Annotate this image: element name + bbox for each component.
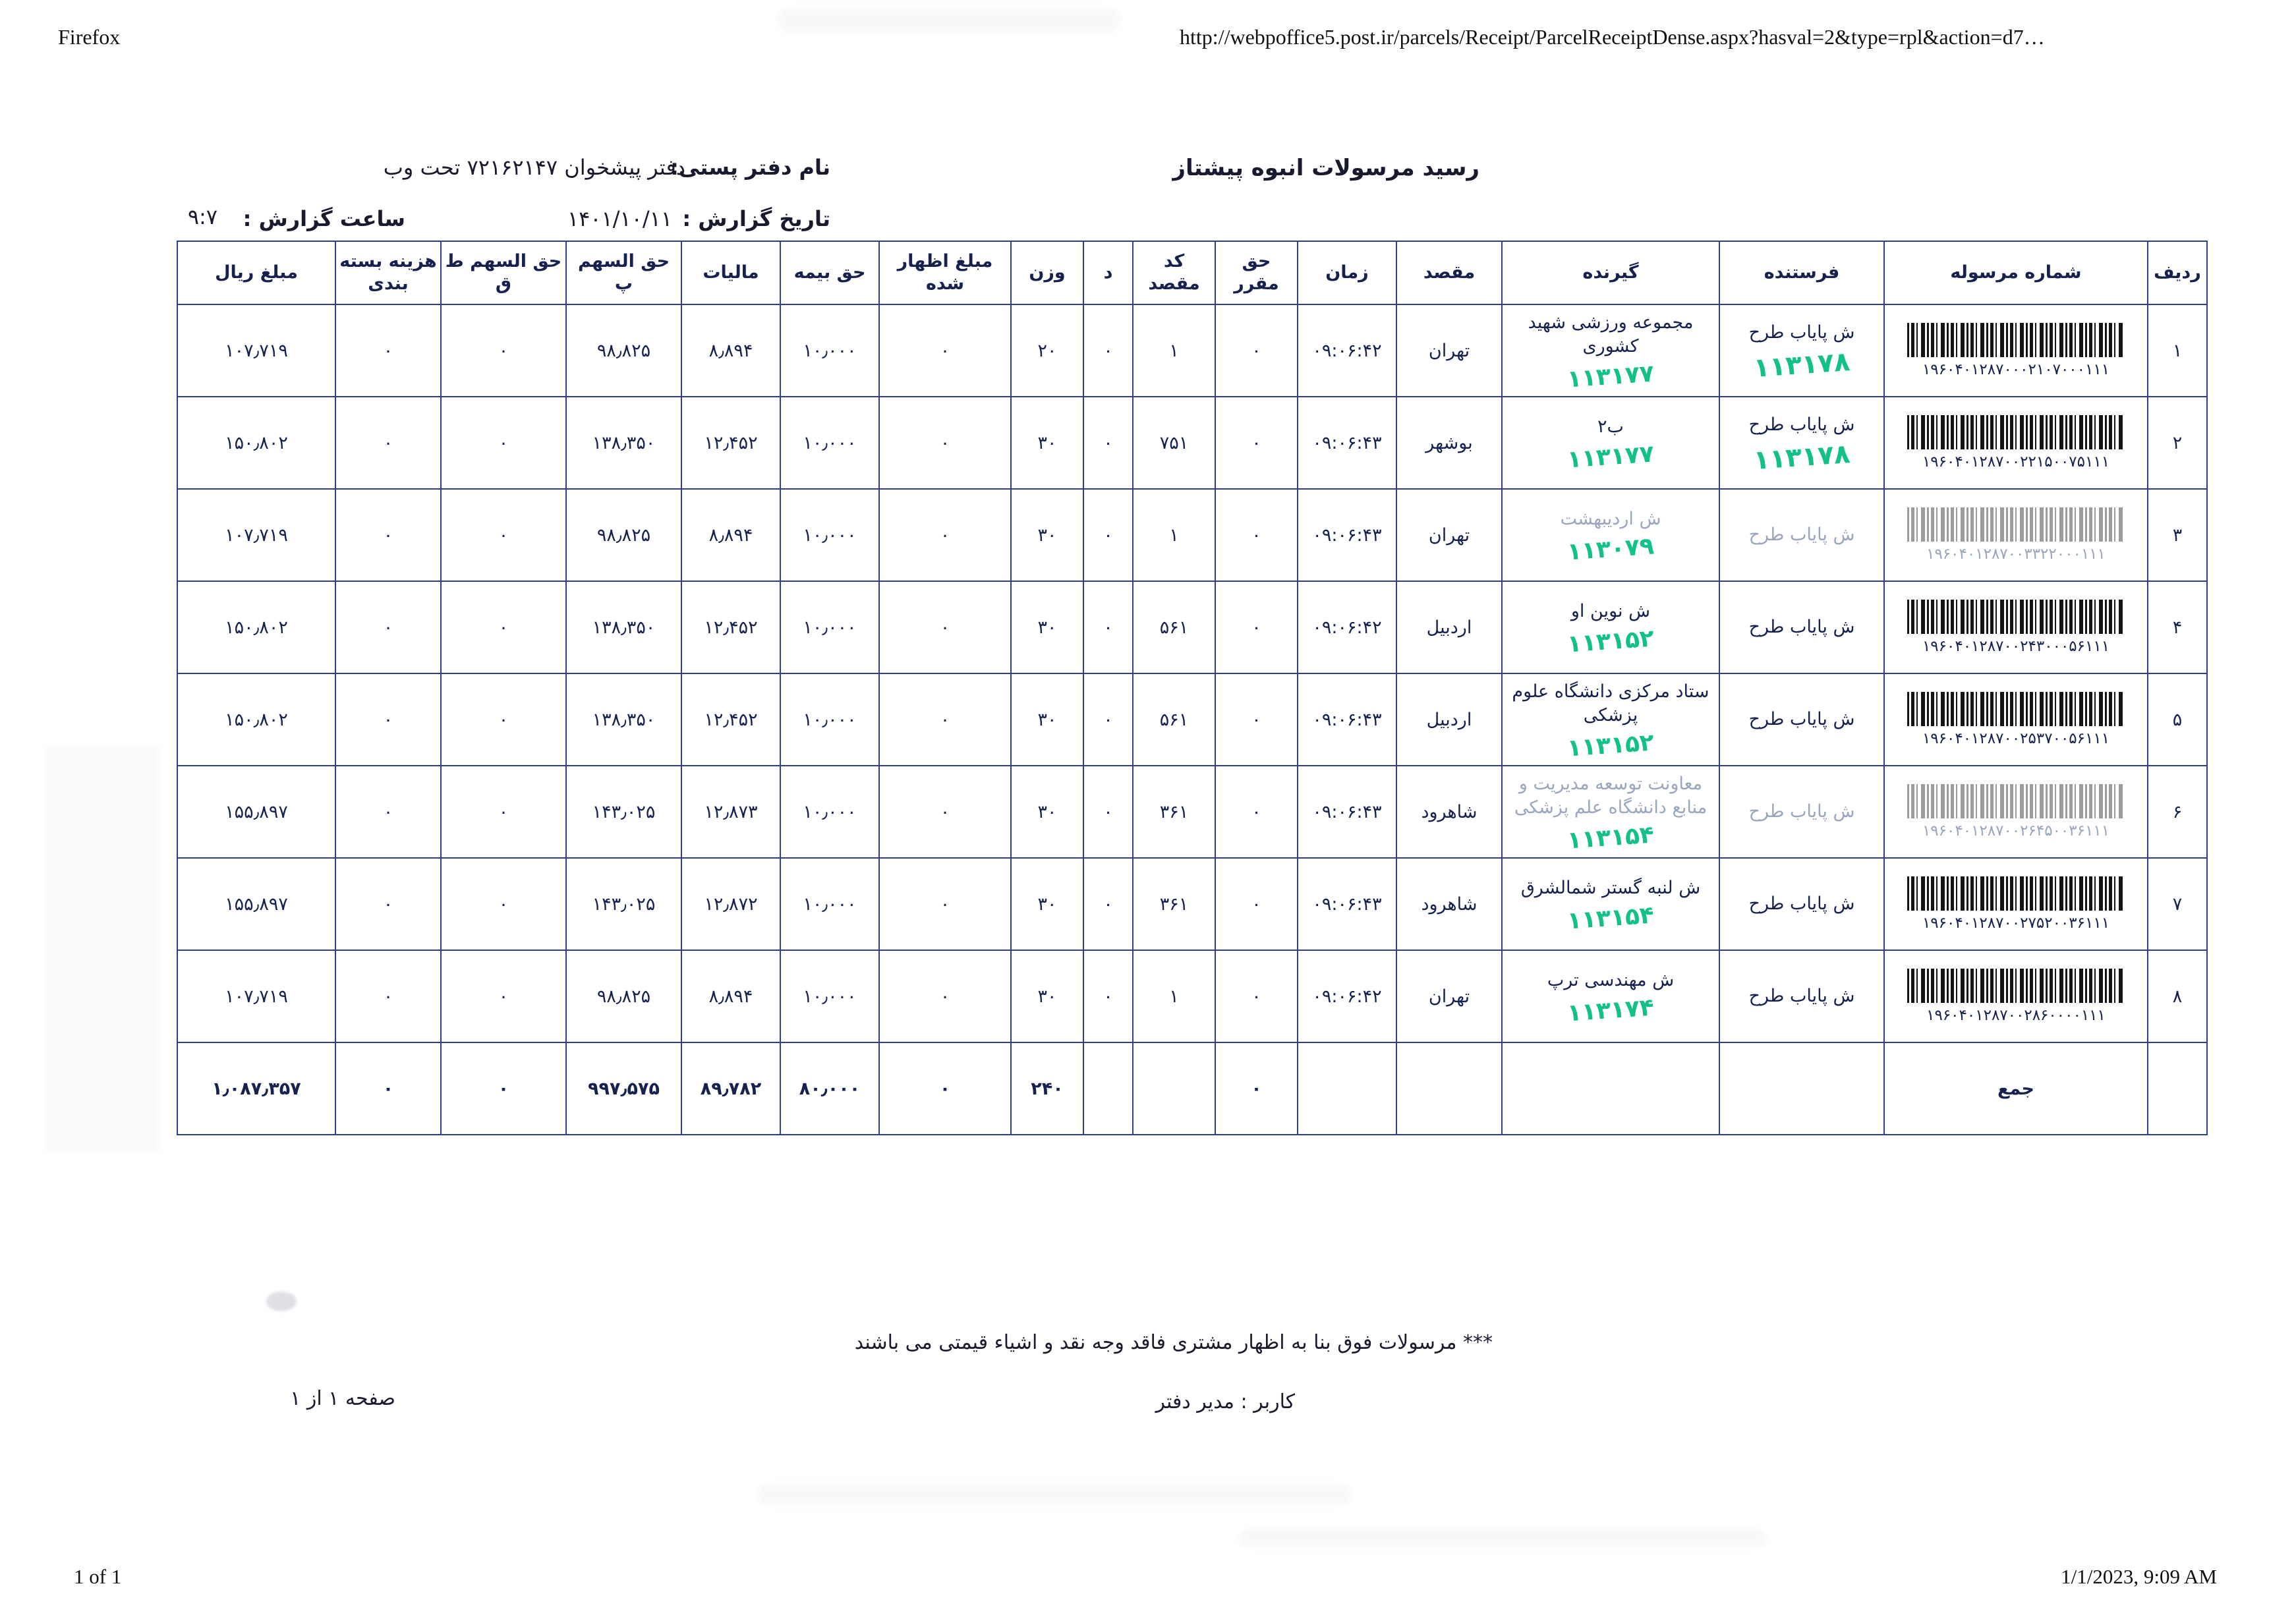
cell-haq-sahm-p: ۱۳۸٫۳۵۰	[566, 581, 681, 673]
cell-sender: ش پایاب طرح ۱۱۳۱۷۸	[1719, 304, 1884, 397]
cell-mablagh-ezhar: ۰	[879, 489, 1011, 581]
report-time-value: ۹:۷	[187, 204, 217, 229]
scan-smudge-bottom-2	[1239, 1529, 1766, 1548]
cell-mablagh-ezhar: ۰	[879, 950, 1011, 1042]
table-row	[177, 766, 2207, 858]
total-maliat: ۸۹٫۷۸۲	[681, 1042, 780, 1135]
cell-haq-moqarar: ۰	[1215, 489, 1298, 581]
stamp-mark	[266, 1292, 297, 1311]
cell-sender: ش پایاب طرح	[1719, 950, 1884, 1042]
cell-haq-sahm-p: ۱۳۸٫۳۵۰	[566, 673, 681, 766]
cell-weight: ۳۰	[1011, 766, 1083, 858]
header-radif: ردیف	[2148, 241, 2207, 304]
barcode-icon: ۱۹۶۰۴۰۱۲۸۷۰۰۲۸۶۰۰۰۰۱۱۱	[1886, 969, 2146, 1024]
cell-maliat: ۱۲٫۴۵۲	[681, 581, 780, 673]
cell-haq-moqarar: ۰	[1215, 581, 1298, 673]
cell-haq-bime: ۱۰٫۰۰۰	[780, 766, 879, 858]
cell-radif: ۱	[2148, 304, 2207, 397]
cell-mablagh-ezhar: ۰	[879, 397, 1011, 489]
cell-haq-sahm-tq: ۰	[441, 304, 566, 397]
cell-time: ۰۹:۰۶:۴۳	[1298, 673, 1396, 766]
handwritten-code: ۱۱۳۰۷۹	[1566, 532, 1655, 566]
cell-sender: ش پایاب طرح ۱۱۳۱۷۸	[1719, 397, 1884, 489]
table-body	[177, 304, 2207, 1135]
cell-sender: ش پایاب طرح	[1719, 581, 1884, 673]
print-footer	[0, 1565, 2296, 1591]
handwritten-code: ۱۱۳۱۵۲	[1566, 729, 1655, 762]
cell-haq-moqarar: ۰	[1215, 858, 1298, 950]
total-haq-sahm-tq: ۰	[441, 1042, 566, 1135]
cell-receiver: ش اردیبهشت ۱۱۳۰۷۹	[1502, 489, 1719, 581]
cell-hazine-baste: ۰	[335, 489, 441, 581]
footer-page-of: صفحه ۱ از ۱	[290, 1387, 395, 1410]
cell-barcode	[1884, 858, 2148, 950]
cell-hazine-baste: ۰	[335, 858, 441, 950]
cell-maliat: ۸٫۸۹۴	[681, 304, 780, 397]
cell-receiver: ش لنبه گستر شمالشرق ۱۱۳۱۵۴	[1502, 858, 1719, 950]
table-row	[177, 489, 2207, 581]
cell-maliat: ۸٫۸۹۴	[681, 950, 780, 1042]
table-row	[177, 304, 2207, 397]
page-indicator: 1 of 1	[74, 1565, 122, 1588]
total-mablagh-ezhar: ۰	[879, 1042, 1011, 1135]
office-value: دفتر پیشخوان ۷۲۱۶۲۱۴۷ تحت وب	[383, 155, 685, 180]
cell-time: ۰۹:۰۶:۴۳	[1298, 766, 1396, 858]
cell-receiver: ش نوین او ۱۱۳۱۵۲	[1502, 581, 1719, 673]
cell-sender: ش پایاب طرح	[1719, 489, 1884, 581]
report-date-label: تاریخ گزارش :	[682, 206, 830, 231]
header-haq-sahm-tq: حق السهم ط ق	[441, 241, 566, 304]
handwritten-code: ۱۱۳۱۵۲	[1566, 625, 1655, 658]
header-code-maqsad: کد مقصد	[1133, 241, 1215, 304]
cell-d: ۰	[1083, 304, 1133, 397]
cell-haq-sahm-tq: ۰	[441, 581, 566, 673]
total-haq-moqarar: ۰	[1215, 1042, 1298, 1135]
cell-maliat: ۱۲٫۸۷۳	[681, 766, 780, 858]
cell-haq-bime: ۱۰٫۰۰۰	[780, 304, 879, 397]
cell-haq-moqarar: ۰	[1215, 950, 1298, 1042]
cell-d: ۰	[1083, 489, 1133, 581]
cell-time: ۰۹:۰۶:۴۳	[1298, 858, 1396, 950]
cell-mablagh-rial: ۱۵۰٫۸۰۲	[177, 397, 335, 489]
handwritten-code: ۱۱۳۱۷۷	[1566, 440, 1655, 474]
cell-barcode	[1884, 766, 2148, 858]
total-code-maqsad	[1133, 1042, 1215, 1135]
total-haq-sahm-p: ۹۹۷٫۵۷۵	[566, 1042, 681, 1135]
cell-maliat: ۱۲٫۸۷۲	[681, 858, 780, 950]
cell-hazine-baste: ۰	[335, 673, 441, 766]
handwritten-code: ۱۱۳۱۷۴	[1566, 994, 1655, 1027]
cell-haq-sahm-p: ۹۸٫۸۲۵	[566, 950, 681, 1042]
cell-weight: ۲۰	[1011, 304, 1083, 397]
cell-barcode	[1884, 950, 2148, 1042]
table-total-row	[177, 1042, 2207, 1135]
cell-code-maqsad: ۷۵۱	[1133, 397, 1215, 489]
total-d	[1083, 1042, 1133, 1135]
cell-hazine-baste: ۰	[335, 581, 441, 673]
cell-haq-sahm-p: ۱۴۳٫۰۲۵	[566, 766, 681, 858]
cell-sender: ش پایاب طرح	[1719, 858, 1884, 950]
cell-barcode	[1884, 304, 2148, 397]
cell-mablagh-ezhar: ۰	[879, 673, 1011, 766]
header-weight: وزن	[1011, 241, 1083, 304]
cell-radif: ۸	[2148, 950, 2207, 1042]
cell-barcode	[1884, 581, 2148, 673]
cell-d: ۰	[1083, 581, 1133, 673]
cell-mablagh-rial: ۱۵۰٫۸۰۲	[177, 673, 335, 766]
cell-dest: تهران	[1396, 489, 1502, 581]
cell-mablagh-ezhar: ۰	[879, 304, 1011, 397]
cell-d: ۰	[1083, 397, 1133, 489]
cell-weight: ۳۰	[1011, 673, 1083, 766]
cell-time: ۰۹:۰۶:۴۳	[1298, 397, 1396, 489]
cell-mablagh-rial: ۱۰۷٫۷۱۹	[177, 950, 335, 1042]
cell-radif: ۴	[2148, 581, 2207, 673]
cell-haq-sahm-tq: ۰	[441, 766, 566, 858]
cell-dest: اردبیل	[1396, 673, 1502, 766]
cell-d: ۰	[1083, 673, 1133, 766]
header-dest: مقصد	[1396, 241, 1502, 304]
table-header-row	[177, 241, 2207, 304]
barcode-icon: ۱۹۶۰۴۰۱۲۸۷۰۰۲۲۱۵۰۰۷۵۱۱۱	[1886, 415, 2146, 470]
cell-receiver: ستاد مرکزی دانشگاه علوم پزشکی ۱۱۳۱۵۲	[1502, 673, 1719, 766]
cell-haq-bime: ۱۰٫۰۰۰	[780, 673, 879, 766]
cell-hazine-baste: ۰	[335, 766, 441, 858]
cell-time: ۰۹:۰۶:۴۲	[1298, 581, 1396, 673]
table-row	[177, 581, 2207, 673]
cell-time: ۰۹:۰۶:۴۲	[1298, 950, 1396, 1042]
cell-radif: ۷	[2148, 858, 2207, 950]
barcode-icon: ۱۹۶۰۴۰۱۲۸۷۰۰۲۵۳۷۰۰۵۶۱۱۱	[1886, 692, 2146, 747]
header-hazine-baste: هزینه بسته بندی	[335, 241, 441, 304]
cell-haq-sahm-p: ۱۳۸٫۳۵۰	[566, 397, 681, 489]
cell-receiver: مجموعه ورزشی شهید کشوری ۱۱۳۱۷۷	[1502, 304, 1719, 397]
cell-haq-moqarar: ۰	[1215, 766, 1298, 858]
header-haq-bime: حق بیمه	[780, 241, 879, 304]
cell-maliat: ۱۲٫۴۵۲	[681, 673, 780, 766]
cell-receiver: معاونت توسعه مدیریت و منابع دانشگاه علم پزشکی ۱۱۳۱۵۴	[1502, 766, 1719, 858]
total-radif	[2148, 1042, 2207, 1135]
cell-haq-sahm-tq: ۰	[441, 673, 566, 766]
barcode-icon: ۱۹۶۰۴۰۱۲۸۷۰۰۲۷۵۲۰۰۳۶۱۱۱	[1886, 876, 2146, 932]
cell-code-maqsad: ۳۶۱	[1133, 858, 1215, 950]
cell-mablagh-rial: ۱۰۷٫۷۱۹	[177, 489, 335, 581]
total-receiver	[1502, 1042, 1719, 1135]
total-hazine-baste: ۰	[335, 1042, 441, 1135]
cell-mablagh-ezhar: ۰	[879, 581, 1011, 673]
cell-haq-moqarar: ۰	[1215, 673, 1298, 766]
cell-haq-sahm-tq: ۰	[441, 950, 566, 1042]
cell-code-maqsad: ۵۶۱	[1133, 581, 1215, 673]
table-row	[177, 950, 2207, 1042]
cell-barcode	[1884, 397, 2148, 489]
cell-weight: ۳۰	[1011, 858, 1083, 950]
page-url: http://webpoffice5.post.ir/parcels/Receipt/ParcelReceiptDense.aspx?hasval=2&type=rpl&action=d7…	[1180, 25, 2045, 49]
cell-maliat: ۱۲٫۴۵۲	[681, 397, 780, 489]
footer-note: *** مرسولات فوق بنا به اظهار مشتری فاقد وجه نقد و اشیاء قیمتی می باشند	[854, 1331, 1493, 1354]
cell-mablagh-rial: ۱۵۵٫۸۹۷	[177, 766, 335, 858]
total-weight: ۲۴۰	[1011, 1042, 1083, 1135]
cell-code-maqsad: ۱	[1133, 304, 1215, 397]
cell-dest: اردبیل	[1396, 581, 1502, 673]
cell-weight: ۳۰	[1011, 581, 1083, 673]
header-receiver: گیرنده	[1502, 241, 1719, 304]
header-haq-moqarar: حق مقرر	[1215, 241, 1298, 304]
header-mablagh-rial: مبلغ ریال	[177, 241, 335, 304]
cell-haq-bime: ۱۰٫۰۰۰	[780, 397, 879, 489]
cell-haq-moqarar: ۰	[1215, 304, 1298, 397]
footer-user: کاربر : مدیر دفتر	[1155, 1390, 1295, 1413]
cell-mablagh-rial: ۱۵۵٫۸۹۷	[177, 858, 335, 950]
cell-haq-sahm-p: ۹۸٫۸۲۵	[566, 304, 681, 397]
cell-mablagh-ezhar: ۰	[879, 858, 1011, 950]
cell-dest: تهران	[1396, 950, 1502, 1042]
cell-mablagh-ezhar: ۰	[879, 766, 1011, 858]
cell-hazine-baste: ۰	[335, 950, 441, 1042]
cell-code-maqsad: ۱	[1133, 950, 1215, 1042]
print-header	[0, 25, 2296, 51]
header-sender: فرستنده	[1719, 241, 1884, 304]
office-label: نام دفتر پستی:	[670, 155, 830, 180]
barcode-icon: ۱۹۶۰۴۰۱۲۸۷۰۰۲۶۴۵۰۰۳۶۱۱۱	[1886, 784, 2146, 839]
barcode-icon: ۱۹۶۰۴۰۱۲۸۷۰۰۲۴۳۰۰۰۵۶۱۱۱	[1886, 600, 2146, 655]
header-d: د	[1083, 241, 1133, 304]
cell-weight: ۳۰	[1011, 397, 1083, 489]
cell-barcode	[1884, 489, 2148, 581]
cell-barcode	[1884, 673, 2148, 766]
cell-time: ۰۹:۰۶:۴۳	[1298, 489, 1396, 581]
total-haq-bime: ۸۰٫۰۰۰	[780, 1042, 879, 1135]
cell-haq-bime: ۱۰٫۰۰۰	[780, 489, 879, 581]
total-time	[1298, 1042, 1396, 1135]
cell-haq-bime: ۱۰٫۰۰۰	[780, 950, 879, 1042]
cell-radif: ۶	[2148, 766, 2207, 858]
cell-radif: ۵	[2148, 673, 2207, 766]
cell-haq-sahm-tq: ۰	[441, 397, 566, 489]
header-haq-sahm-p: حق السهم پ	[566, 241, 681, 304]
cell-code-maqsad: ۱	[1133, 489, 1215, 581]
cell-mablagh-rial: ۱۰۷٫۷۱۹	[177, 304, 335, 397]
browser-app-label: Firefox	[58, 25, 121, 49]
header-time: زمان	[1298, 241, 1396, 304]
cell-d: ۰	[1083, 766, 1133, 858]
cell-time: ۰۹:۰۶:۴۲	[1298, 304, 1396, 397]
cell-mablagh-rial: ۱۵۰٫۸۰۲	[177, 581, 335, 673]
cell-haq-bime: ۱۰٫۰۰۰	[780, 581, 879, 673]
cell-dest: شاهرود	[1396, 766, 1502, 858]
total-sender	[1719, 1042, 1884, 1135]
cell-d: ۰	[1083, 950, 1133, 1042]
barcode-icon: ۱۹۶۰۴۰۱۲۸۷۰۰۳۳۲۲۰۰۰۱۱۱	[1886, 507, 2146, 563]
cell-dest: بوشهر	[1396, 397, 1502, 489]
cell-hazine-baste: ۰	[335, 304, 441, 397]
cell-radif: ۲	[2148, 397, 2207, 489]
cell-sender: ش پایاب طرح	[1719, 766, 1884, 858]
handwritten-code: ۱۱۳۱۷۸	[1752, 438, 1851, 476]
barcode-icon: ۱۹۶۰۴۰۱۲۸۷۰۰۰۲۱۰۷۰۰۰۱۱۱	[1886, 323, 2146, 378]
table-row	[177, 673, 2207, 766]
handwritten-code: ۱۱۳۱۷۷	[1566, 360, 1655, 393]
total-mablagh-rial: ۱٫۰۸۷٫۳۵۷	[177, 1042, 335, 1135]
header-maliat: مالیات	[681, 241, 780, 304]
cell-haq-sahm-p: ۱۴۳٫۰۲۵	[566, 858, 681, 950]
document-sheet	[99, 99, 2208, 1496]
cell-code-maqsad: ۵۶۱	[1133, 673, 1215, 766]
cell-haq-moqarar: ۰	[1215, 397, 1298, 489]
cell-d: ۰	[1083, 858, 1133, 950]
cell-receiver: ش مهندسی ترپ ۱۱۳۱۷۴	[1502, 950, 1719, 1042]
cell-code-maqsad: ۳۶۱	[1133, 766, 1215, 858]
cell-haq-sahm-tq: ۰	[441, 858, 566, 950]
cell-hazine-baste: ۰	[335, 397, 441, 489]
cell-maliat: ۸٫۸۹۴	[681, 489, 780, 581]
total-label: جمع	[1884, 1042, 2148, 1135]
table-row	[177, 397, 2207, 489]
cell-dest: شاهرود	[1396, 858, 1502, 950]
cell-haq-sahm-p: ۹۸٫۸۲۵	[566, 489, 681, 581]
parcels-table	[177, 241, 2208, 1135]
cell-radif: ۳	[2148, 489, 2207, 581]
page-title: رسید مرسولات انبوه پیشتاز	[1172, 155, 1479, 181]
total-dest	[1396, 1042, 1502, 1135]
handwritten-code: ۱۱۳۱۵۴	[1566, 821, 1655, 855]
cell-haq-bime: ۱۰٫۰۰۰	[780, 858, 879, 950]
cell-dest: تهران	[1396, 304, 1502, 397]
cell-haq-sahm-tq: ۰	[441, 489, 566, 581]
header-mablagh-ezhar: مبلغ اظهار شده	[879, 241, 1011, 304]
print-timestamp: 1/1/2023, 9:09 AM	[2061, 1565, 2217, 1588]
cell-receiver: ب۲ ۱۱۳۱۷۷	[1502, 397, 1719, 489]
cell-weight: ۳۰	[1011, 950, 1083, 1042]
report-date-value: ۱۴۰۱/۱۰/۱۱	[567, 206, 672, 231]
table-row	[177, 858, 2207, 950]
header-barcode: شماره مرسوله	[1884, 241, 2148, 304]
handwritten-code: ۱۱۳۱۵۴	[1566, 901, 1655, 935]
handwritten-code: ۱۱۳۱۷۸	[1752, 346, 1851, 383]
report-time-label: ساعت گزارش :	[243, 206, 405, 231]
cell-sender: ش پایاب طرح	[1719, 673, 1884, 766]
cell-weight: ۳۰	[1011, 489, 1083, 581]
